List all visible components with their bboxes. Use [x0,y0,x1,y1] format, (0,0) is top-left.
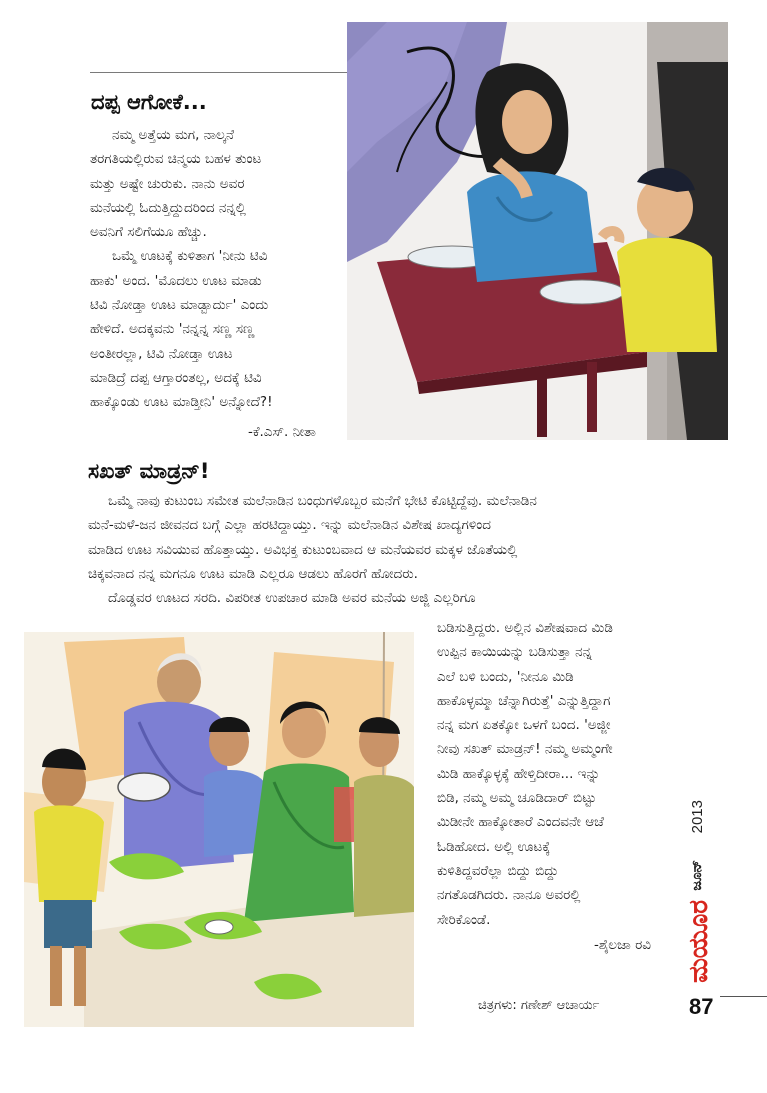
story2-col-line: ಹಾಕೊಳ್ಳಮ್ಮಾ ಚೆನ್ನಾಗಿರುತ್ತೆ' ಎನ್ನುತ್ತಿದ್ದಾಗ [437,692,611,709]
story1-line: ಹೇಳಿದೆ. ಅದಕ್ಕವನು 'ನನ್ನನ್ನ ಸಣ್ಣ ಸಣ್ಣ [90,321,255,338]
illustration-family-meal-svg [24,632,414,1027]
story2-col-line: ನನ್ನ ಮಗ ಏತಕ್ಕೋ ಒಳಗೆ ಬಂದ. 'ಅಜ್ಜೀ [437,717,611,734]
story2-col-line: ಬಿಡಿ, ನಮ್ಮ ಅಮ್ಮ ಚೂಡಿದಾರ್ ಬಿಟ್ಟು [437,790,597,807]
story2-line: ಮಾಡಿದ ಊಟ ಸವಿಯುವ ಹೊತ್ತಾಯ್ತು. ಅವಿಭಕ್ತ ಕುಟುಂಬವಾದ ಆ ಮನೆಯವರ ಮಕ್ಕಳ ಜೊತೆಯಲ್ಲಿ [88,541,518,558]
story2-line: ಚಿಕ್ಕವನಾದ ನನ್ನ ಮಗನೂ ಊಟ ಮಾಡಿ ಎಲ್ಲರೂ ಆಡಲು ಹೊರಗೆ ಹೋದರು. [88,565,418,582]
story1-line: ಮನೆಯಲ್ಲಿ ಓದುತ್ತಿದ್ದುದರಿಂದ ನನ್ನಲ್ಲಿ [90,199,246,216]
story2-line: ದೊಡ್ಡವರ ಊಟದ ಸರದಿ. ವಿಪರೀತ ಉಪಚಾರ ಮಾಡಿ ಅವರ ಮನೆಯ ಅಜ್ಜಿ ಎಲ್ಲರಿಗೂ [108,590,476,607]
story2-col-line: ನಗತೊಡಗಿದರು. ನಾನೂ ಅವರಲ್ಲಿ [437,887,581,904]
illustration-family-meal [24,632,414,1027]
story2-col-line: ಮಿಡಿ ಹಾಕ್ಕೊಳ್ಳಕ್ಕೆ ಹೇಳ್ತಿದೀರಾ... ಇನ್ನು [437,765,601,782]
story2-body-column [437,616,687,932]
story2-line: ಒಮ್ಮೆ ನಾವು ಕುಟುಂಬ ಸಮೇತ ಮಲೆನಾಡಿನ ಬಂಧುಗಳೊಬ್ಬರ ಮನೆಗೆ ಭೇಟಿ ಕೊಟ್ಟಿದ್ದೆವು. ಮಲೆನಾಡಿನ [108,493,537,509]
story1-line: ಒಮ್ಮೆ ಊಟಕ್ಕೆ ಕುಳಿತಾಗ 'ನೀನು ಟಿವಿ [112,248,268,265]
top-rule [90,72,348,73]
illustration-dinner-table [347,22,728,440]
story2-col-line: ಸೇರಿಕೊಂಡೆ. [437,911,491,928]
story1-line: ಟಿವಿ ನೋಡ್ತಾ ಊಟ ಮಾಡ್ಬಾರ್ದು' ಎಂದು [90,297,269,314]
page-number: 87 [689,994,714,1019]
story2-col-line: ಮಿಡೀನೇ ಹಾಕ್ಕೋತಾರೆ ಎಂದವನೇ ಆಚೆ [437,814,604,831]
story1-title: ದಪ್ಪ ಆಗೋಕೆ... [91,90,207,114]
magazine-month: ಜೂನ್ [689,860,705,891]
story2-col-line: ಬಡಿಸುತ್ತಿದ್ದರು. ಅಲ್ಲಿನ ವಿಶೇಷವಾದ ಮಿಡಿ [437,620,613,636]
illustration-credits: ಚಿತ್ರಗಳು: ಗಣೇಶ್ ಆಚಾರ್ಯ [478,998,600,1013]
story1-line: ಅವನಿಗೆ ಸಲಿಗೆಯೂ ಹೆಚ್ಚು. [90,224,207,241]
story1-byline: -ಕೆ.ಎಸ್. ನೀತಾ [248,424,316,440]
magazine-year: 2013 [689,800,706,834]
story1-line: ಮಾಡಿದ್ರೆ ದಪ್ಪ ಆಗ್ತಾರಂತಲ್ಲ, ಅದಕ್ಕೆ ಟಿವಿ [90,369,262,386]
story2-col-line: ನೀವು ಸಖತ್ ಮಾಡ್ರನ್! ನಮ್ಮ ಅಮ್ಮಂಗೇ [437,741,613,758]
story2-col-line: ಕುಳಿತಿದ್ದವರೆಲ್ಲಾ ಬಿದ್ದು ಬಿದ್ದು [437,862,559,879]
footer-rule [720,996,767,997]
story2-col-line: ಓಡಿಹೋದ. ಅಲ್ಲಿ ಊಟಕ್ಕೆ [437,838,551,855]
story2-body-full [88,489,718,610]
story1-line: ಮತ್ತು ಅಷ್ಟೇ ಚುರುಕು. ನಾನು ಅವರ [90,175,245,192]
story2-col-line: ಎಲೆ ಬಳಿ ಬಂದು, 'ನೀನೂ ಮಿಡಿ [437,668,574,685]
story1-line: ನಮ್ಮ ಅತ್ತೆಯ ಮಗ, ನಾಲ್ಕನೆ [112,127,235,143]
story1-line: ಅಂತೀರಲ್ಲಾ, ಟಿವಿ ನೋಡ್ತಾ ಊಟ [90,345,233,362]
story1-line: ತರಗತಿಯಲ್ಲಿರುವ ಚಿನ್ಮಯ ಬಹಳ ತುಂಟ [90,151,262,168]
story1-line: ಹಾಕು' ಅಂದ. 'ಮೊದಲು ಊಟ ಮಾಡು [90,272,262,289]
magazine-name-logo: ಮಯೂರ [684,900,714,983]
story1-body [90,123,362,415]
story1-line: ಹಾಕ್ಕೊಂಡು ಊಟ ಮಾಡ್ತೀನಿ' ಅನ್ನೋದೆ?! [90,394,273,411]
story2-title: ಸಖತ್ ಮಾಡ್ರನ್! [88,459,210,483]
story2-byline: -ಶೈಲಜಾ ರವಿ [594,937,651,953]
story2-col-line: ಉಪ್ಪಿನ ಕಾಯಿಯನ್ನು ಬಡಿಸುತ್ತಾ ನನ್ನ [437,644,593,661]
story2-line: ಮನೆ-ಮಳೆ-ಜನ ಜೀವನದ ಬಗ್ಗೆ ಎಲ್ಲಾ ಹರಟಿದ್ದಾಯ್ತು. ಇನ್ನು ಮಲೆನಾಡಿನ ವಿಶೇಷ ಖಾದ್ಯಗಳಿಂದ [88,517,491,534]
illustration-dinner-table-svg [347,22,728,440]
